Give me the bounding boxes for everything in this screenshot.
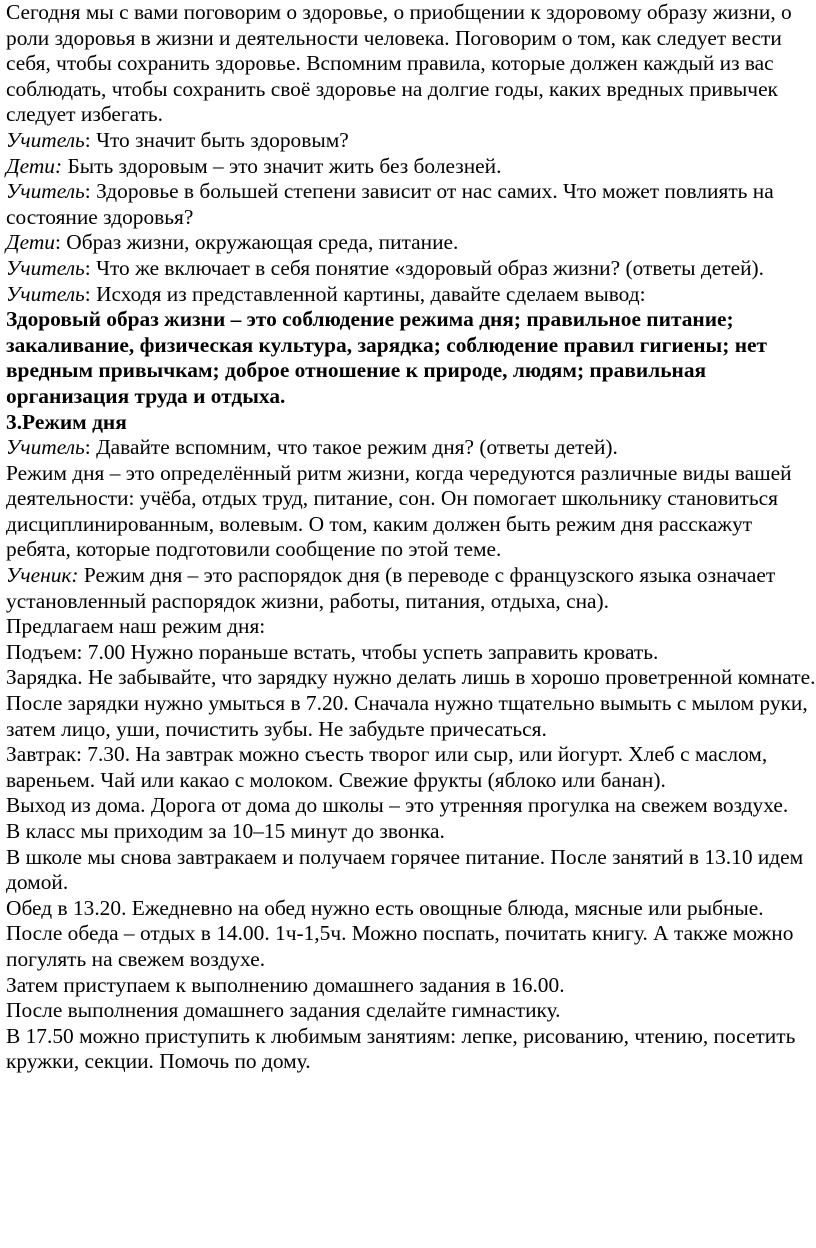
student-line — [6, 563, 816, 614]
speaker-teacher: Учитель — [6, 255, 85, 280]
dialogue-text: Исходя из представленной картины, давайте сделаем вывод: — [96, 281, 646, 306]
dialogue-line-3 — [6, 179, 816, 230]
speaker-teacher: Учитель — [6, 127, 85, 152]
speaker-separator: : — [84, 127, 97, 152]
schedule-item-wakeup: Подъем: 7.00 Нужно пораньше встать, чтобы успеть заправить кровать. — [6, 639, 659, 664]
dialogue-text: Здоровье в большей степени зависит от нас самих. Что может повлиять на состояние здоровья? — [6, 179, 774, 229]
dialogue-text: Что же включает в себя понятие «здоровый образ жизни? (ответы детей). — [96, 255, 765, 280]
schedule-intro: Предлагаем наш режим дня: — [6, 614, 266, 639]
speaker-children: Дети — [6, 230, 55, 255]
speaker-children: Дети: — [6, 153, 63, 178]
schedule-item-hobbies: В 17.50 можно приступить к любимым занятиям: лепке, рисованию, чтению, посетить кружки, секции. Помочь по дому. — [6, 1023, 796, 1074]
dialogue-line-4 — [6, 230, 816, 256]
schedule-item-exercise: Зарядка. Не забывайте, что зарядку нужно делать лишь в хорошо проветренной комнате. После зарядки нужно умыться в 7.20. Сначала нужно тщательно вымыть с мылом руки, затем лицо, уши, почистить зубы. Не забудьте причесаться. — [6, 665, 816, 741]
schedule-item-arrive-class: В класс мы приходим за 10–15 минут до звонка. — [6, 819, 445, 843]
dialogue-text: Образ жизни, окружающая среда, питание. — [66, 230, 459, 255]
speaker-teacher: Учитель — [6, 435, 85, 460]
schedule-item-breakfast: Завтрак: 7.30. На завтрак можно съесть творог или сыр, или йогурт. Хлеб с маслом, вареньем. Чай или какао с молоком. Свежие фрукты (яблоко или банан). — [6, 742, 768, 792]
dialogue-text: Режим дня – это распорядок дня (в переводе с французского языка означает установленный распорядок жизни, работы, питания, отдыха, сна). — [6, 563, 776, 613]
dialogue-line-5 — [6, 256, 816, 282]
schedule-item-lunch: Обед в 13.20. Ежедневно на обед нужно есть овощные блюда, мясные или рыбные. После обеда – отдых в 14.00. 1ч-1,5ч. Можно поспать, почитать книгу. А также можно погулять на свежем воздухе. — [6, 895, 794, 971]
speaker-teacher: Учитель — [6, 281, 85, 306]
schedule-item-homework: Затем приступаем к выполнению домашнего задания в 16.00. — [6, 972, 565, 997]
dialogue-text: Что значит быть здоровым? — [96, 127, 349, 152]
dialogue-text: Давайте вспомним, что такое режим дня? (ответы детей). — [96, 435, 618, 460]
conclusion-paragraph: Здоровый образ жизни – это соблюдение режима дня; правильное питание; закаливание, физическая культура, зарядка; соблюдение правил гигиены; нет вредным привычкам; доброе отношение к природе, людям; правильная организация труда и отдыха. — [6, 307, 768, 408]
schedule-item-leave-home: Выход из дома. Дорога от дома до школы – это утренняя прогулка на свежем воздухе. — [6, 793, 789, 818]
speaker-separator: : — [84, 281, 97, 306]
speaker-separator: : — [54, 230, 67, 255]
section-heading: 3.Режим дня — [6, 409, 127, 434]
speaker-teacher: Учитель — [6, 179, 85, 204]
teacher-question-line — [6, 435, 816, 461]
schedule-item-gymnastics: После выполнения домашнего задания сделайте гимнастику. — [6, 998, 561, 1023]
speaker-separator: : — [84, 179, 97, 204]
speaker-separator: : — [84, 255, 97, 280]
dialogue-line-6 — [6, 282, 816, 308]
definition-paragraph: Режим дня – это определённый ритм жизни, когда чередуются различные виды вашей деятельности: учёба, отдых труд, питание, сон. Он помогает школьнику становиться дисциплинированным, волевым. О том, каким должен быть режим дня расскажут ребята, которые подготовили сообщение по этой теме. — [6, 460, 792, 562]
intro-paragraph: Сегодня мы с вами поговорим о здоровье, о приобщении к здоровому образу жизни, о роли здоровья в жизни и деятельности человека. Поговорим о том, как следует вести себя, чтобы сохранить здоровье. Вспомним правила, которые должен каждый из вас соблюдать, чтобы сохранить своё здоровье на долгие годы, каких вредных привычек следует избегать. — [6, 0, 792, 127]
speaker-student: Ученик: — [6, 563, 79, 588]
dialogue-line-2 — [6, 154, 816, 180]
dialogue-line-1 — [6, 128, 816, 154]
speaker-separator: : — [84, 435, 97, 460]
schedule-item-school: В школе мы снова завтракаем и получаем горячее питание. После занятий в 13.10 идем домой. — [6, 844, 804, 895]
dialogue-text: Быть здоровым – это значит жить без болезней. — [67, 153, 502, 178]
